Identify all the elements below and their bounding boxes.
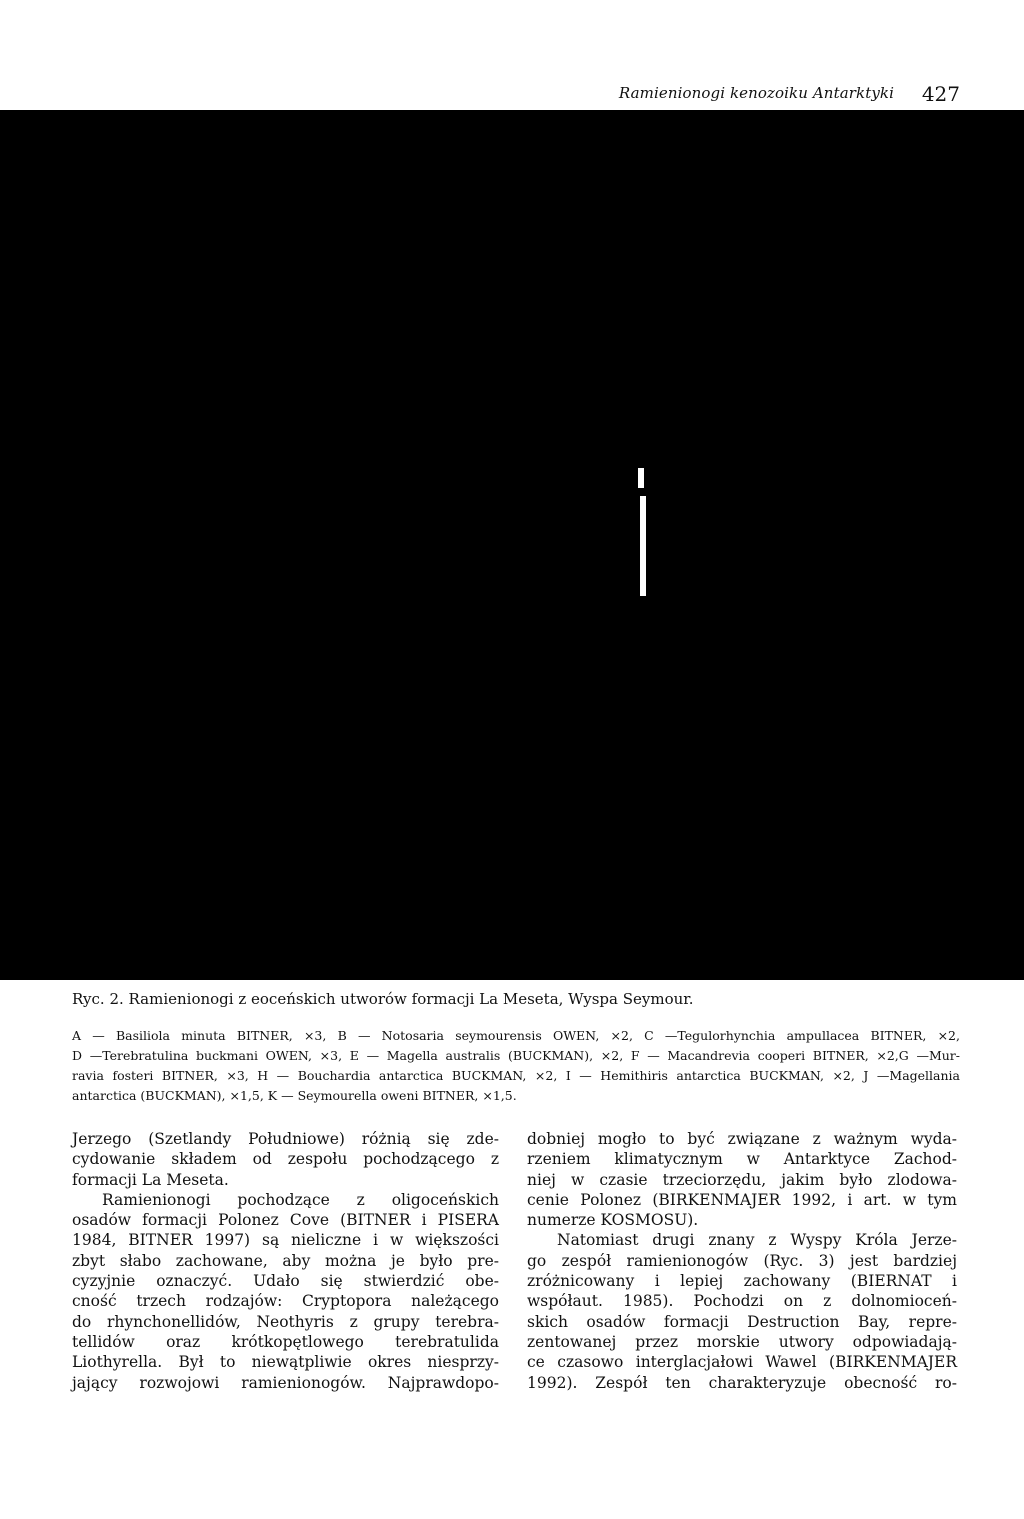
text-line: cydowanie składem od zespołu pochodzącego z bbox=[72, 1150, 499, 1169]
text-line: cność trzech rodzajów: Cryptopora należącego bbox=[72, 1292, 499, 1311]
figure-caption-legend bbox=[72, 1026, 960, 1106]
text-line: numerze KOSMOSU). bbox=[527, 1211, 699, 1230]
figure-caption-title: Ryc. 2. Ramienionogi z eoceńskich utworów formacji La Meseta, Wyspa Seymour. bbox=[72, 990, 694, 1008]
caption-line: ravia fosteri BITNER, ×3, H — Bouchardia antarctica BUCKMAN, ×2, I — Hemithiris antarctica BUCKMAN, ×2, J —Magellania bbox=[72, 1068, 960, 1083]
text-line: skich osadów formacji Destruction Bay, repre- bbox=[527, 1312, 957, 1331]
text-line: Liothyrella. Był to niewątpliwie okres niesprzy- bbox=[72, 1353, 499, 1372]
text-line: Natomiast drugi znany z Wyspy Króla Jerze- bbox=[557, 1231, 957, 1250]
text-line: formacji La Meseta. bbox=[72, 1170, 229, 1189]
specimen-mark-bottom bbox=[640, 496, 646, 596]
text-line: Ramienionogi pochodzące z oligoceńskich bbox=[102, 1190, 499, 1209]
text-line: niej w czasie trzeciorzędu, jakim było zlodowa- bbox=[527, 1170, 957, 1189]
text-line: do rhynchonellidów, Neothyris z grupy terebra- bbox=[72, 1312, 499, 1331]
text-line: 1984, BITNER 1997) są nieliczne i w większości bbox=[72, 1231, 499, 1250]
text-line: dobniej mogło to być związane z ważnym wyda- bbox=[527, 1130, 957, 1148]
caption-line: D —Terebratulina buckmani OWEN, ×3, E — Magella australis (BUCKMAN), ×2, F — Macandrevia cooperi BITNER, ×2,G —Mur- bbox=[72, 1048, 960, 1063]
specimen-mark bbox=[638, 468, 650, 596]
caption-line: antarctica (BUCKMAN), ×1,5, K — Seymourella oweni BITNER, ×1,5. bbox=[72, 1088, 517, 1103]
text-line: współaut. 1985). Pochodzi on z dolnomioceń- bbox=[527, 1292, 957, 1311]
running-title: Ramienionogi kenozoiku Antarktyki bbox=[618, 84, 894, 102]
text-line: zbyt słabo zachowane, aby można je było pre- bbox=[72, 1251, 499, 1270]
text-line: 1992). Zespół ten charakteryzuje obecność ro- bbox=[527, 1373, 957, 1392]
text-line: cyzyjnie oznaczyć. Udało się stwierdzić obe- bbox=[72, 1272, 499, 1291]
text-line: jający rozwojowi ramienionogów. Najprawdopo- bbox=[72, 1373, 499, 1392]
figure-plate-image bbox=[0, 110, 1024, 980]
page-number: 427 bbox=[921, 82, 960, 106]
text-line: ce czasowo interglacjałowi Wawel (BIRKENMAJER bbox=[527, 1353, 957, 1372]
text-column-right bbox=[527, 1129, 957, 1393]
text-line: rzeniem klimatycznym w Antarktyce Zachod- bbox=[527, 1150, 957, 1169]
text-line: osadów formacji Polonez Cove (BITNER i PISERA bbox=[72, 1211, 499, 1230]
text-column-left bbox=[72, 1129, 499, 1393]
text-line: cenie Polonez (BIRKENMAJER 1992, i art. w tym bbox=[527, 1190, 957, 1209]
text-line: Jerzego (Szetlandy Południowe) różnią się zde- bbox=[72, 1130, 499, 1148]
specimen-mark-top bbox=[638, 468, 644, 488]
text-line: go zespół ramienionogów (Ryc. 3) jest bardziej bbox=[527, 1251, 957, 1270]
running-head bbox=[72, 84, 962, 111]
text-line: tellidów oraz krótkopętlowego terebratulida bbox=[72, 1332, 499, 1351]
caption-line: A — Basiliola minuta BITNER, ×3, B — Notosaria seymourensis OWEN, ×2, C —Tegulorhynchia ampullacea BITNER, ×2, bbox=[72, 1028, 960, 1043]
text-line: zentowanej przez morskie utwory odpowiadają- bbox=[527, 1332, 957, 1351]
text-line: zróżnicowany i lepiej zachowany (BIERNAT i bbox=[527, 1272, 957, 1291]
